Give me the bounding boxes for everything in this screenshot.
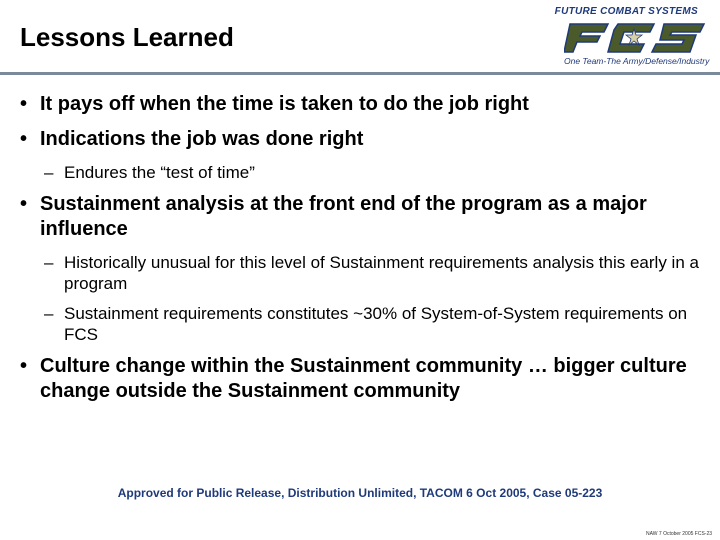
- bullet-text: Culture change within the Sustainment community … bigger culture change outside the Sustainment community: [40, 355, 687, 402]
- dash-icon: –: [44, 163, 54, 182]
- logo-top-text: FUTURE COMBAT SYSTEMS: [554, 6, 698, 17]
- sub-bullet-3-2: [20, 303, 700, 345]
- bullet-3: [20, 192, 700, 242]
- slide-content: [20, 92, 700, 414]
- dash-icon: –: [44, 304, 54, 323]
- fcs-logo: [554, 4, 710, 68]
- bullet-dot-icon: •: [20, 128, 28, 150]
- bullet-text: Sustainment analysis at the front end of the program as a major influence: [40, 193, 647, 240]
- sub-bullet-text: Sustainment requirements constitutes ~30% of System-of-System requirements on FCS: [64, 304, 688, 344]
- bullet-dot-icon: •: [20, 355, 28, 377]
- page-number: NAW 7 October 2005 FCS-23: [646, 531, 712, 537]
- sub-bullet-text: Endures the “test of time”: [64, 163, 255, 182]
- bullet-1: [20, 92, 700, 117]
- logo-tagline: One Team-The Army/Defense/Industry: [564, 56, 710, 66]
- bullet-text: Indications the job was done right: [40, 128, 364, 150]
- bullet-dot-icon: •: [20, 193, 28, 215]
- slide-title: Lessons Learned: [20, 22, 234, 52]
- sub-bullet-3-1: [20, 252, 700, 294]
- sub-bullet-2-1: [20, 162, 700, 183]
- bullet-4: [20, 354, 700, 404]
- bullet-text: It pays off when the time is taken to do the job right: [40, 93, 529, 115]
- slide-header: [0, 0, 720, 80]
- release-footer: Approved for Public Release, Distribution Unlimited, TACOM 6 Oct 2005, Case 05-223: [117, 486, 603, 500]
- bullet-dot-icon: •: [20, 93, 28, 115]
- sub-bullet-text: Historically unusual for this level of Sustainment requirements analysis this early in a program: [64, 253, 699, 293]
- bullet-2: [20, 127, 700, 152]
- fcs-logo-mark-icon: [564, 20, 706, 56]
- header-rule: [0, 72, 720, 75]
- dash-icon: –: [44, 253, 54, 272]
